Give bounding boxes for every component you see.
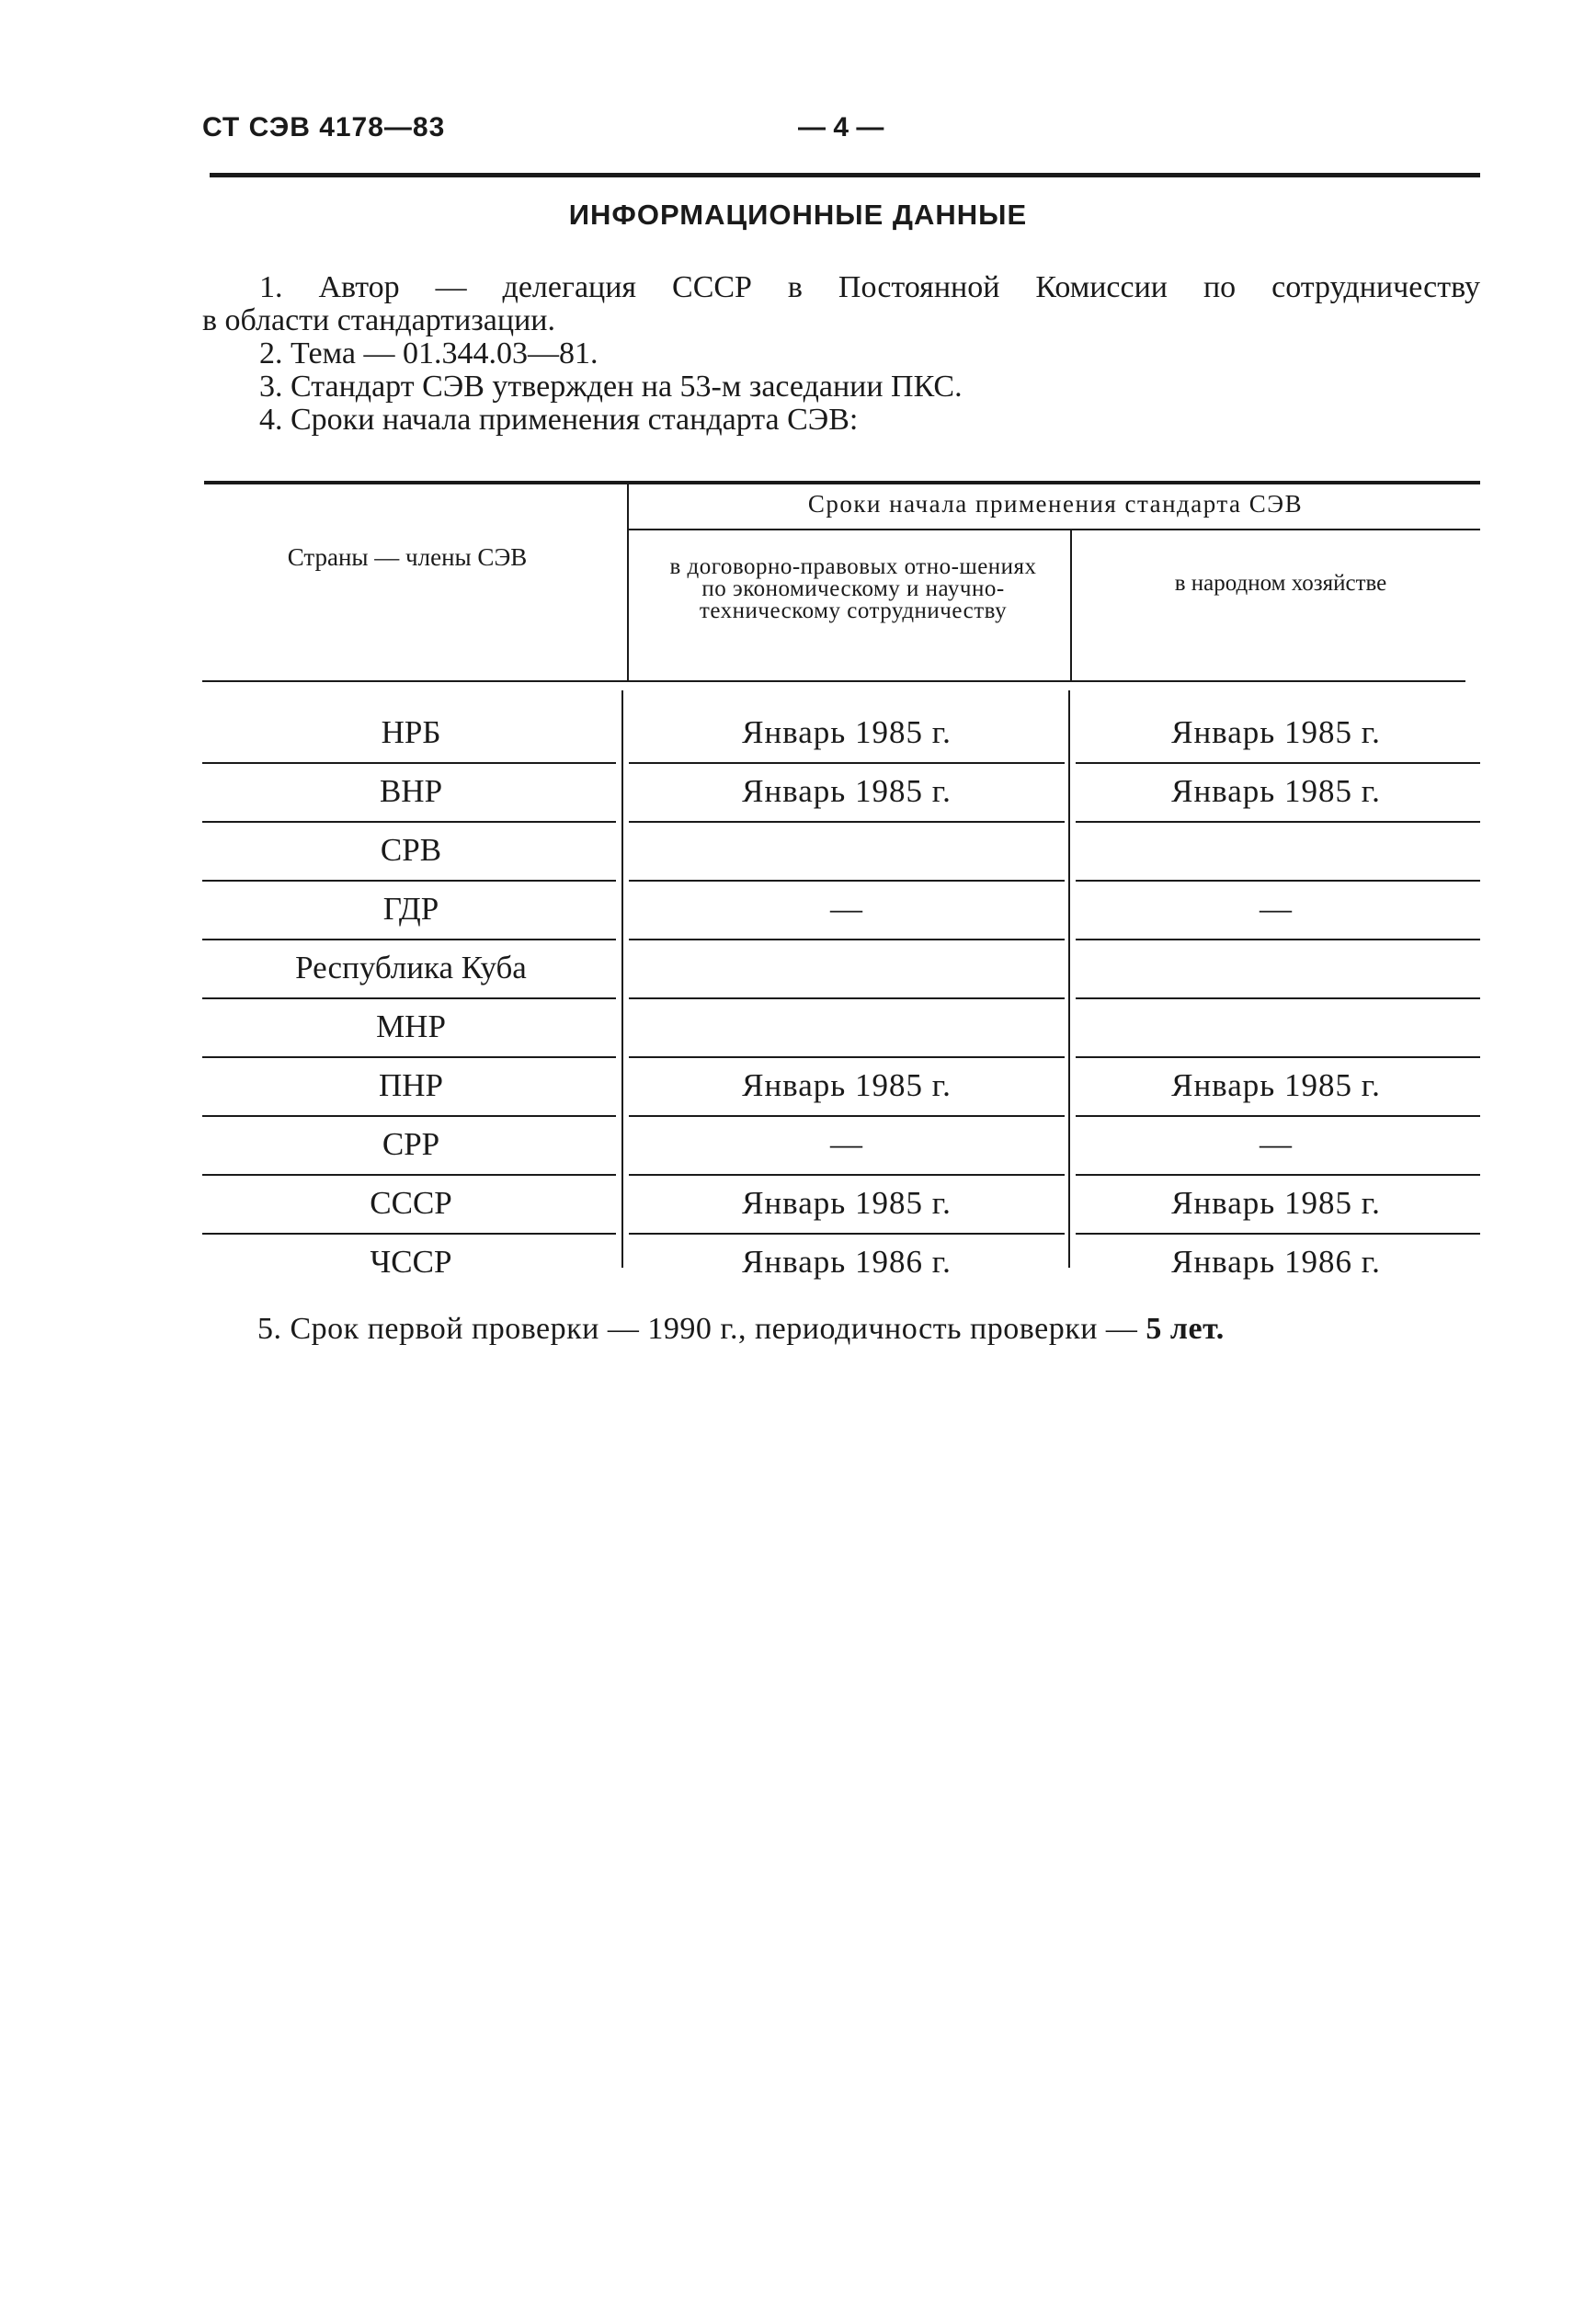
row-separator	[202, 1174, 616, 1176]
country-cell: ЧССР	[370, 1244, 452, 1280]
row-separator	[202, 1115, 616, 1117]
item-5-text: 5. Срок первой проверки — 1990 г., периодичность проверки —	[257, 1312, 1138, 1346]
economy-date-cell: Январь 1985 г.	[1171, 1185, 1381, 1221]
country-cell: СРВ	[380, 832, 442, 868]
row-separator	[1076, 880, 1480, 882]
body-divider-2	[1068, 690, 1070, 1268]
body-divider-1	[621, 690, 623, 1268]
header-bottom-rule	[202, 680, 1465, 682]
contract-date-cell: Январь 1985 г.	[742, 1067, 952, 1103]
row-separator	[629, 1115, 1065, 1117]
row-separator	[202, 821, 616, 823]
row-separator	[629, 1233, 1065, 1235]
economy-date-cell: Январь 1985 г.	[1171, 773, 1381, 809]
row-separator	[202, 997, 616, 999]
info-item-2: 2. Тема — 01.344.03—81.	[259, 336, 598, 370]
row-separator	[1076, 997, 1480, 999]
country-cell: МНР	[376, 1008, 446, 1044]
col-economy-header: в народном хозяйстве	[1174, 571, 1387, 596]
header-divider-1	[627, 483, 629, 681]
row-separator	[629, 880, 1065, 882]
row-separator	[202, 1233, 616, 1235]
info-item-4: 4. Сроки начала применения стандарта СЭВ:	[259, 403, 859, 437]
row-separator	[629, 997, 1065, 999]
economy-date-cell: Январь 1985 г.	[1171, 1067, 1381, 1103]
row-separator	[1076, 821, 1480, 823]
row-separator	[202, 1056, 616, 1058]
economy-date-cell: —	[1260, 891, 1293, 927]
country-cell: ГДР	[382, 891, 439, 927]
info-item-5	[257, 1311, 1453, 1348]
country-cell: СССР	[370, 1185, 452, 1221]
group-dates-header: Сроки начала применения стандарта СЭВ	[807, 490, 1304, 518]
info-item-1-line-1: 1. Автор — делегация СССР в Постоянной Комиссии по сотрудничеству	[259, 270, 1480, 304]
header-divider-2	[1070, 530, 1072, 681]
country-cell: НРБ	[381, 714, 441, 750]
row-separator	[629, 939, 1065, 940]
contract-date-cell: Январь 1985 г.	[742, 714, 952, 750]
country-cell: Республика Куба	[295, 950, 527, 985]
row-separator	[629, 762, 1065, 764]
country-cell: ВНР	[379, 773, 443, 809]
item-5-bold-tail: 5 лет.	[1146, 1312, 1225, 1346]
col-contract-header: в договорно-правовых отно-шениях по экономическому и научно-техническому сотрудничеству	[669, 554, 1037, 623]
row-separator	[1076, 1115, 1480, 1117]
info-item-3: 3. Стандарт СЭВ утвержден на 53-м заседании ПКС.	[259, 370, 963, 404]
contract-date-cell: —	[830, 891, 863, 927]
row-separator	[1076, 1174, 1480, 1176]
row-separator	[202, 939, 616, 940]
row-separator	[1076, 1233, 1480, 1235]
contract-date-cell: Январь 1985 г.	[742, 1185, 952, 1221]
country-cell: ПНР	[378, 1067, 444, 1103]
row-separator	[202, 762, 616, 764]
application-dates-table	[200, 481, 1482, 1280]
contract-date-cell: Январь 1985 г.	[742, 773, 952, 809]
row-separator	[1076, 1056, 1480, 1058]
row-separator	[1076, 939, 1480, 940]
country-cell: СРР	[382, 1126, 440, 1162]
info-list	[202, 271, 1480, 437]
page-number: — 4 —	[798, 112, 884, 142]
contract-date-cell: —	[830, 1126, 863, 1162]
contract-date-cell: Январь 1986 г.	[742, 1244, 952, 1280]
header-rule	[210, 173, 1480, 177]
group-header-rule	[629, 529, 1480, 530]
row-separator	[202, 880, 616, 882]
row-separator	[629, 1174, 1065, 1176]
row-separator	[629, 821, 1065, 823]
row-separator	[629, 1056, 1065, 1058]
economy-date-cell: —	[1260, 1126, 1293, 1162]
economy-date-cell: Январь 1985 г.	[1171, 714, 1381, 750]
economy-date-cell: Январь 1986 г.	[1171, 1244, 1381, 1280]
row-separator	[1076, 762, 1480, 764]
col-countries-header: Страны — члены СЭВ	[287, 543, 528, 571]
table-top-rule	[204, 481, 1480, 484]
section-title: ИНФОРМАЦИОННЫЕ ДАННЫЕ	[568, 199, 1028, 231]
info-item-1-line-2: в области стандартизации.	[202, 303, 555, 337]
document-code: СТ СЭВ 4178—83	[202, 112, 446, 142]
